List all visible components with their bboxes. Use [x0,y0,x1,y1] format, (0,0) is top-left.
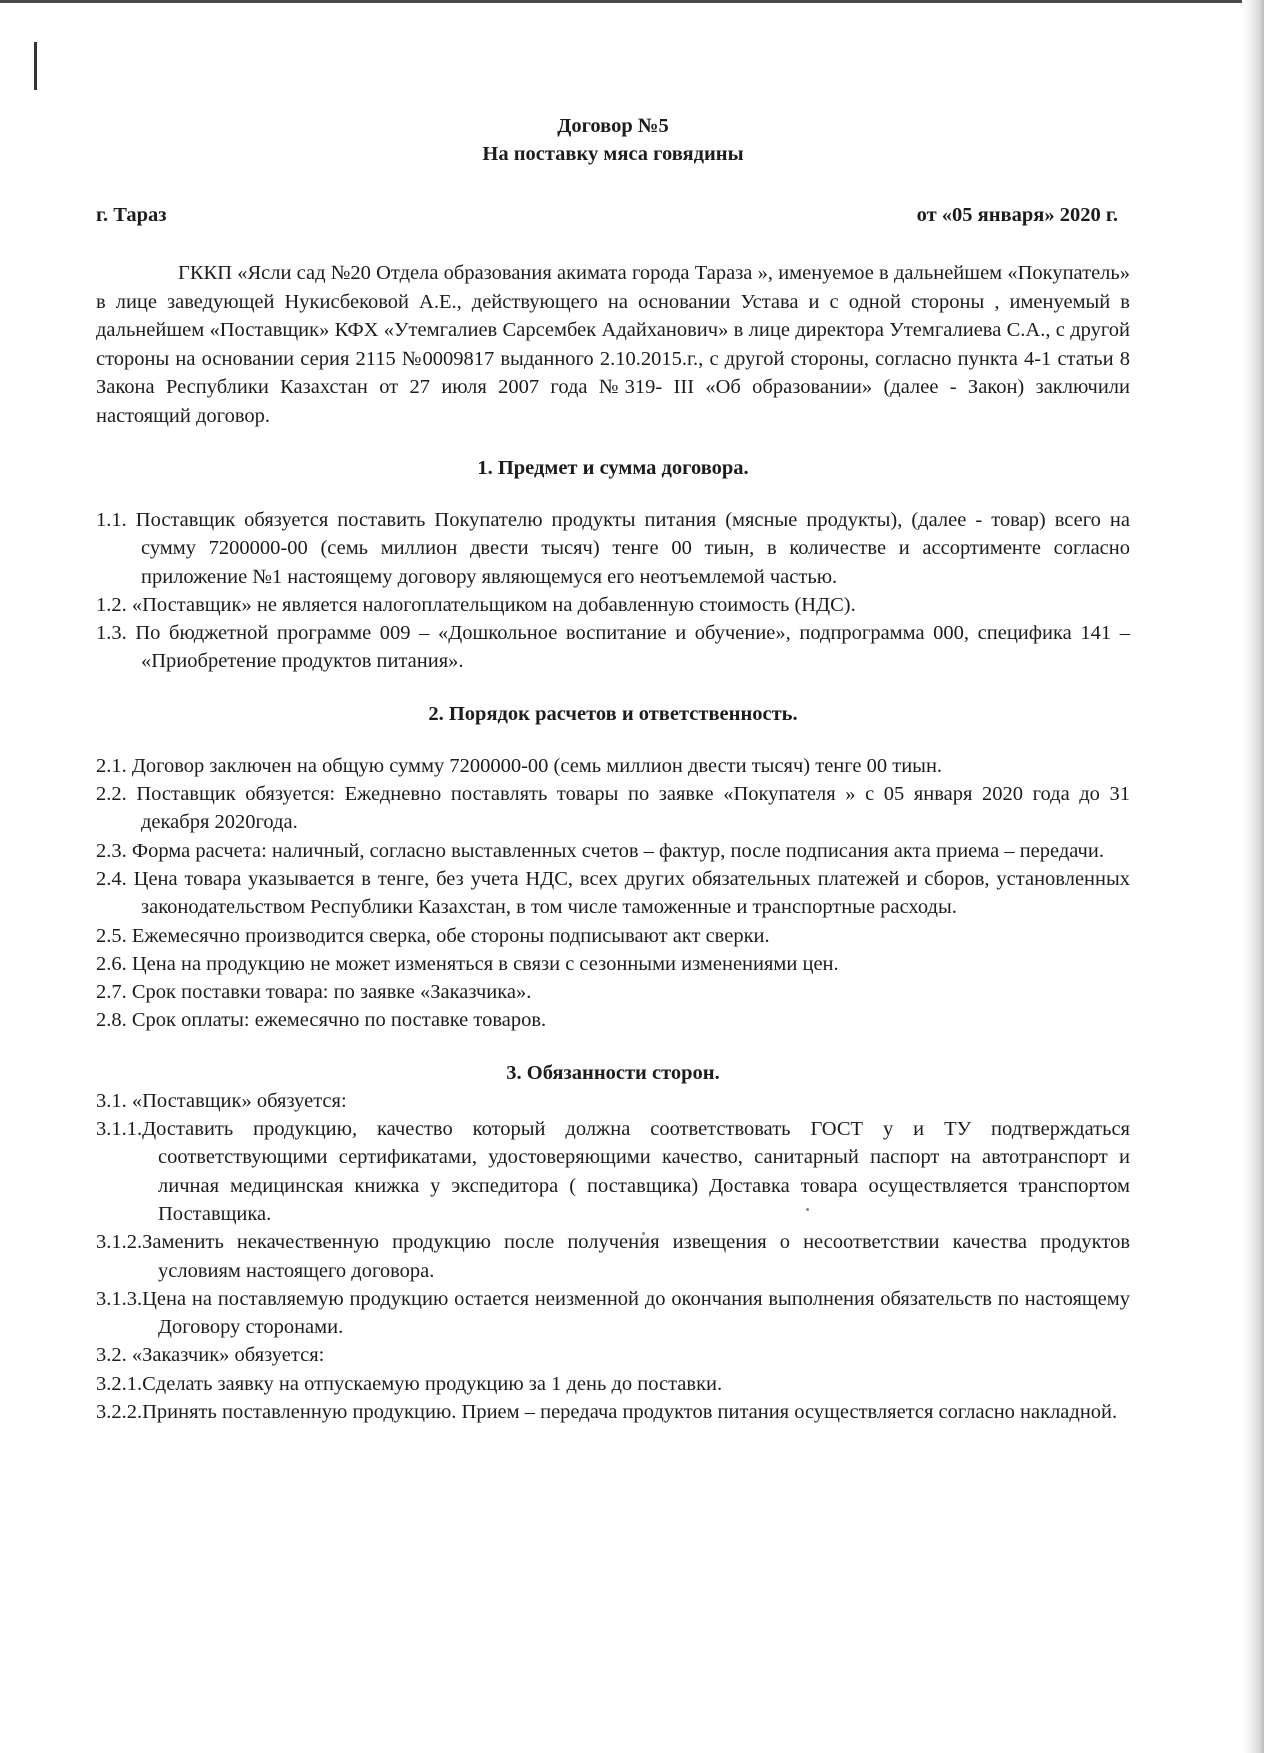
section-heading-3: 3. Обязанности сторон. [506,1061,720,1084]
clause-number: 2.6. [96,952,127,975]
clause-1-1 [96,506,1130,591]
clause-3-2 [96,1341,1130,1369]
clause-number: 3.1.3. [96,1287,143,1310]
clause-2-8 [96,1006,1130,1034]
clause-number: 3.1. [96,1089,127,1112]
clause-text: Сделать заявку на отпускаемую продукцию за 1 день до поставки. [142,1372,723,1395]
clause-text: Цена на поставляемую продукцию остается неизменной до окончания выполнения обязательств по настоящему Договору сторонами. [142,1287,1130,1339]
scan-right-edge [1242,0,1264,1753]
clause-text: «Заказчик» обязуется: [131,1344,325,1367]
clause-text: Договор заключен на общую сумму 7200000-00 (семь миллион двести тысяч) тенге 00 тиын. [131,754,943,777]
clause-3-1-2 [96,1228,1130,1285]
clause-text: Срок поставки товара: по заявке «Заказчика». [131,981,532,1004]
contract-date: от «05 января» 2020 г. [916,204,1118,226]
clause-number: 3.2.1. [96,1372,143,1395]
clause-number: 3.2. [96,1344,127,1367]
clause-number: 2.5. [96,924,127,947]
clause-3-1-1 [96,1115,1130,1228]
clause-number: 2.1. [96,754,127,777]
title-line-2: На поставку мяса говядины [482,143,744,165]
clause-2-5 [96,922,1130,950]
clause-number: 2.8. [96,1009,127,1032]
scan-margin-mark [34,42,37,90]
place-date-row [96,204,1130,227]
title-line-1: Договор №5 [557,115,669,137]
clause-number: 3.1.1. [96,1118,143,1141]
clause-text: «Поставщик» не является налогоплательщиком на добавленную стоимость (НДС). [131,593,856,616]
clause-number: 1.1. [96,509,127,531]
clause-number: 1.2. [96,593,127,616]
clause-number: 2.7. [96,981,127,1004]
clause-2-6 [96,950,1130,978]
city: г. Тараз [96,204,167,226]
clause-2-1 [96,752,1130,780]
scan-top-edge [0,0,1264,3]
clause-number: 2.2. [96,783,127,806]
clause-text: Поставщик обязуется: Ежедневно поставлять товары по заявке «Покупателя » с 05 января 2020 года до 31 декабря 2020года. [136,783,1130,834]
clause-number: 2.3. [96,839,127,862]
clause-2-4 [96,865,1130,922]
clause-2-7 [96,978,1130,1006]
document-title [96,112,1130,168]
clause-3-2-1 [96,1370,1130,1398]
clause-2-2 [96,780,1130,837]
clause-text: Цена на продукцию не может изменяться в связи с сезонными изменениями цен. [131,952,839,975]
clause-text: Поставщик обязуется поставить Покупателю продукты питания (мясные продукты), (далее - товар) всего на сумму 7200000-00 (семь миллион двести тысяч) тенге 00 тиын, в количестве и ассортименте согласно приложение №1 настоящему договору являющемуся его неотъемлемой частью. [135,509,1131,588]
section-heading-1: 1. Предмет и сумма договора. [477,457,749,479]
clause-text: Доставить продукцию, качество который должна соответствовать ГОСТ у и ТУ подтверждаться соответствующими сертификатами, удостоверяющими качество, санитарный паспорт на автотранспорт и личная медицинская книжка у экспедитора ( поставщика) Доставка товара осуществляется транспортом Поставщика. [142,1118,1130,1225]
section-heading-2: 2. Порядок расчетов и ответственность. [428,702,798,725]
clause-1-2 [96,591,1130,619]
clause-text: Ежемесячно производится сверка, обе стороны подписывают акт сверки. [131,924,770,947]
clause-text: Форма расчета: наличный, согласно выставленных счетов – фактур, после подписания акта приема – передачи. [131,839,1104,862]
clause-text: Принять поставленную продукцию. Прием – передача продуктов питания осуществляется согласно накладной. [142,1401,1118,1424]
clause-3-1 [96,1087,1130,1115]
clause-text: По бюджетной программе 009 – «Дошкольное воспитание и обучение», подпрограмма 000, специфика 141 – «Приобретение продуктов питания». [135,622,1130,673]
clause-text: Срок оплаты: ежемесячно по поставке товаров. [131,1009,547,1032]
clause-number: 1.3. [96,622,127,645]
clause-3-1-3 [96,1285,1130,1342]
clause-number: 3.1.2. [96,1231,143,1254]
clause-1-3 [96,619,1130,676]
clause-2-3 [96,837,1130,865]
document-page [96,112,1130,1426]
clause-number: 2.4. [96,867,127,890]
clause-3-2-2 [96,1398,1130,1426]
clause-number: 3.2.2. [96,1401,143,1424]
clause-text: Цена товара указывается в тенге, без учета НДС, всех других обязательных платежей и сборов, установленных законодательством Республики Казахстан, в том числе таможенные и транспортные расходы. [133,867,1131,919]
preamble-paragraph: ГККП «Ясли сад №20 Отдела образования акимата города Тараза », именуемое в дальнейшем «Покупатель» в лице заведующей Нукисбековой А.Е., действующего на основании Устава и с одной стороны , именуемый в дальнейшем «Поставщик» КФХ «Утемгалиев Сарсембек Адайханович» в лице директора Утемгалиева С.А., с другой стороны на основании серия 2115 №0009817 выданного 2.10.2015.г., с другой стороны, согласно пункта 4-1 статьи 8 Закона Республики Казахстан от 27 июля 2007 года №319- III «Об образовании» (далее - Закон) заключили настоящий договор. [96,262,1130,427]
clause-text: Заменить некачественную продукцию после получения извещения о несоответствии качества продуктов условиям настоящего договора. [142,1231,1130,1282]
clause-text: «Поставщик» обязуется: [131,1089,347,1112]
